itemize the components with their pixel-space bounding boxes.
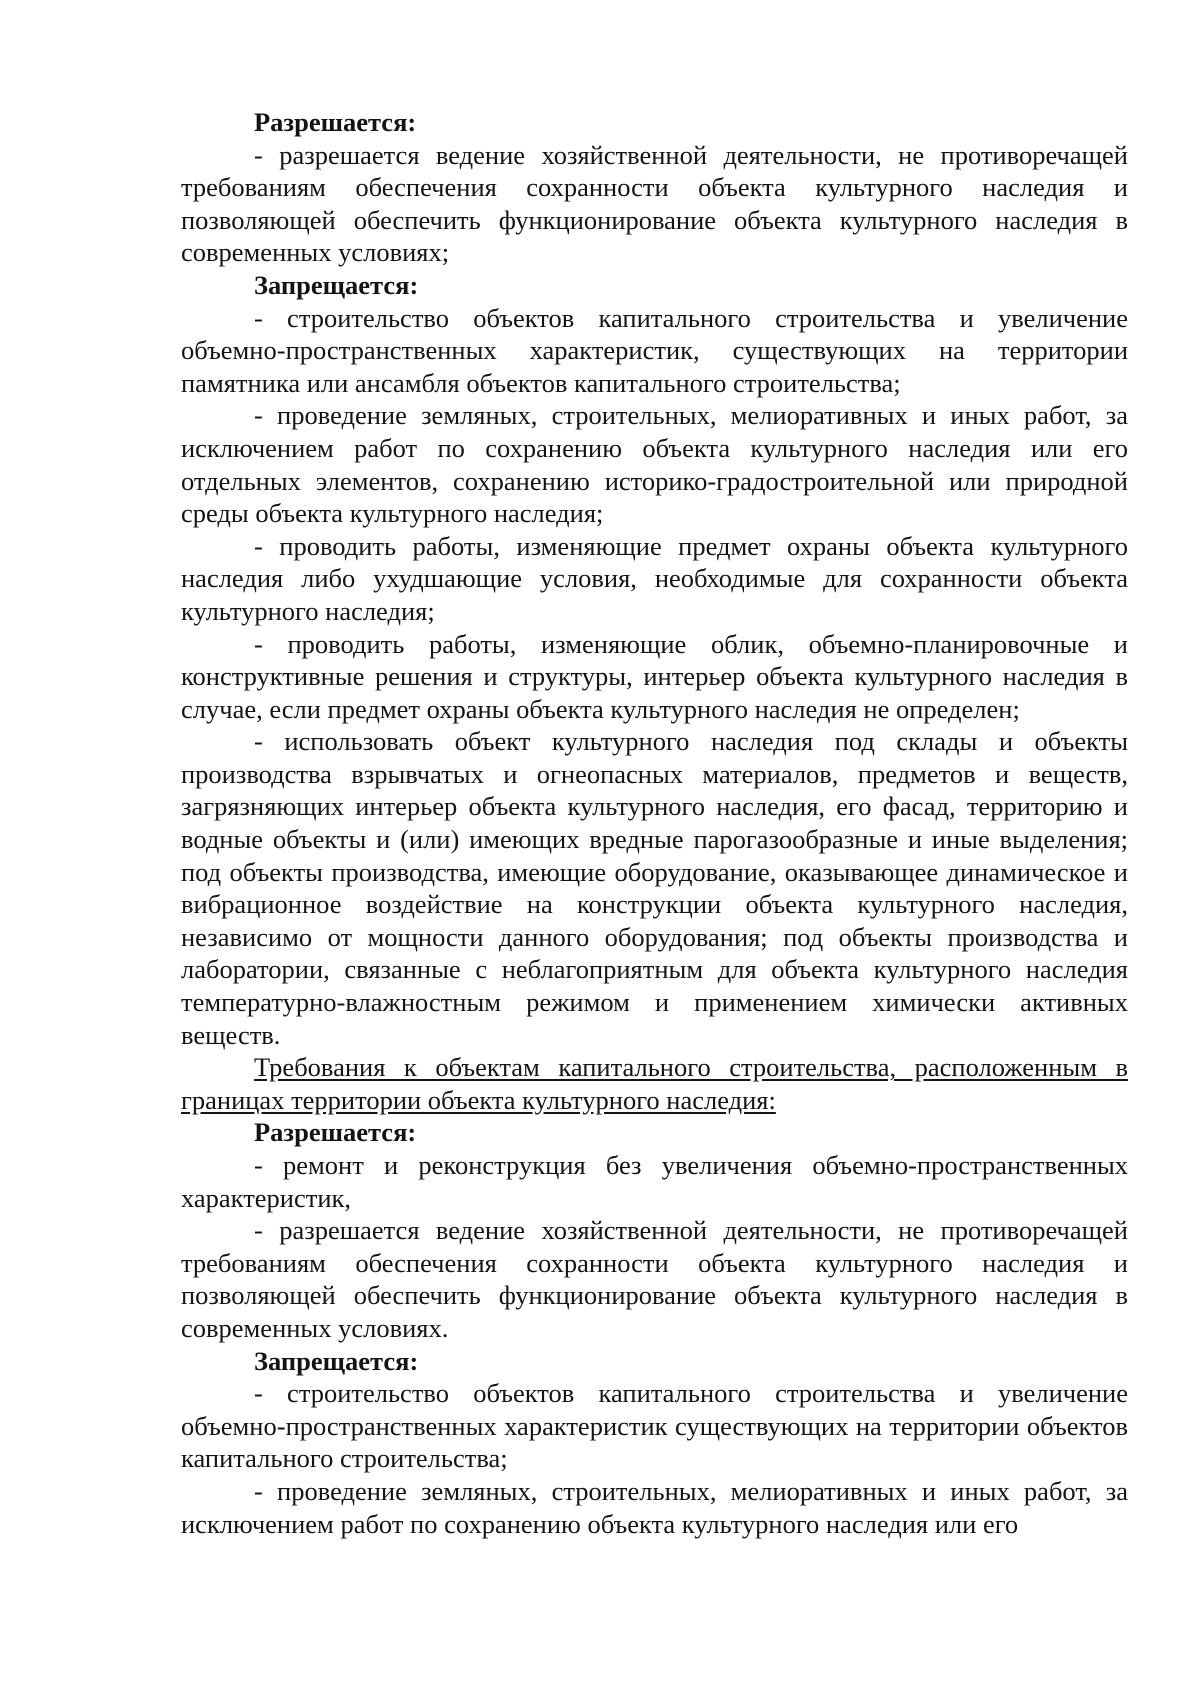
heading-prohibited: Запрещается: (254, 269, 419, 300)
paragraph: - строительство объектов капитального строительства и увеличение объемно-пространственных характеристик существующих на территории объектов капитального строительства; (181, 1378, 1128, 1474)
paragraph: - ремонт и реконструкция без увеличения объемно-пространственных характеристик, (181, 1150, 1128, 1213)
paragraph: - проведение земляных, строительных, мелиоративных и иных работ, за исключением работ по сохранению объекта культурного наследия или его отдельных элементов, сохранению историко-градостроительной или природной среды объекта культурного наследия; (181, 400, 1128, 529)
paragraph: - проводить работы, изменяющие предмет охраны объекта культурного наследия либо ухудшающие условия, необходимые для сохранности объекта культурного наследия; (181, 530, 1128, 626)
paragraph: - проведение земляных, строительных, мелиоративных и иных работ, за исключением работ по сохранению объекта культурного наследия или его (181, 1475, 1128, 1539)
paragraph: - использовать объект культурного наследия под склады и объекты производства взрывчатых и огнеопасных материалов, предметов и веществ, загрязняющих интерьер объекта культурного наследия, его фасад, территорию и водные объекты и (или) имеющих вредные парогазообразные и иные выделения; под объекты производства, имеющие оборудование, оказывающее динамическое и вибрационное воздействие на конструкции объекта культурного наследия, независимо от мощности данного оборудования; под объекты производства и лаборатории, связанные с неблагоприятным для объекта культурного наследия температурно-влажностным режимом и применением химически активных веществ. (181, 726, 1128, 1050)
section-title-underlined: Требования к объектам капитального строительства, расположенным в границах территории объекта культурного наследия: (181, 1052, 1128, 1115)
paragraph: - строительство объектов капитального строительства и увеличение объемно-пространственных характеристик, существующих на территории памятника или ансамбля объектов капитального строительства; (181, 302, 1128, 398)
paragraph: - проводить работы, изменяющие облик, объемно-планировочные и конструктивные решения и структуры, интерьер объекта культурного наследия в случае, если предмет охраны объекта культурного наследия не определен; (181, 628, 1128, 724)
heading-allowed: Разрешается: (254, 1117, 417, 1148)
heading-allowed: Разрешается: (254, 107, 417, 137)
paragraph: - разрешается ведение хозяйственной деятельности, не противоречащей требованиям обеспечения сохранности объекта культурного наследия и позволяющей обеспечить функционирование объекта культурного наследия в современных условиях; (181, 139, 1128, 268)
heading-prohibited: Запрещается: (254, 1345, 419, 1376)
document-body (181, 106, 1128, 1540)
paragraph: - разрешается ведение хозяйственной деятельности, не противоречащей требованиям обеспечения сохранности объекта культурного наследия и позволяющей обеспечить функционирование объекта культурного наследия в современных условиях. (181, 1215, 1128, 1343)
